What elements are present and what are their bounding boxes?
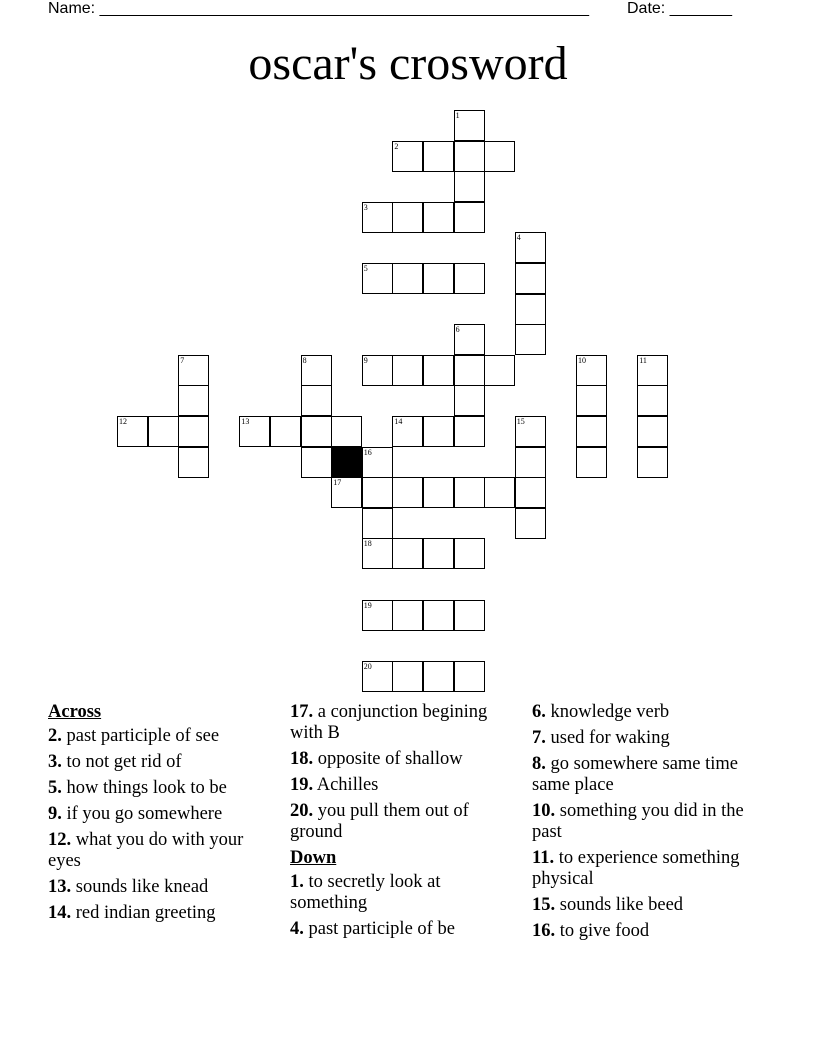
crossword-cell[interactable]: [423, 661, 454, 692]
clue-number: 2.: [48, 726, 62, 746]
clue-text: a conjunction begining with B: [290, 702, 488, 743]
clue-item: [48, 877, 273, 898]
clue-item: [290, 801, 515, 843]
clue-number: 20.: [290, 801, 314, 821]
crossword-cell[interactable]: [362, 263, 393, 294]
clue-text: past participle of be: [308, 919, 455, 939]
date-field-label: Date: _______: [627, 0, 732, 17]
clue-text: knowledge verb: [550, 702, 670, 722]
crossword-cell[interactable]: [362, 600, 393, 631]
clue-item: [532, 848, 772, 890]
crossword-cell[interactable]: [392, 263, 423, 294]
crossword-cell[interactable]: [392, 416, 423, 447]
clue-text: if you go somewhere: [66, 804, 223, 824]
clue-number: 19.: [290, 775, 314, 795]
clue-number: 14.: [48, 903, 72, 923]
crossword-cell[interactable]: [454, 477, 485, 508]
clue-text: sounds like knead: [75, 877, 209, 897]
crossword-cell[interactable]: [331, 477, 362, 508]
clue-number: 10.: [532, 801, 556, 821]
clue-number: 15.: [532, 895, 556, 915]
cell-number: 13: [241, 417, 250, 426]
clue-item: [532, 728, 772, 749]
clue-text: opposite of shallow: [317, 749, 463, 769]
clue-item: [48, 726, 273, 747]
down-heading: Down: [290, 848, 337, 868]
clue-text: used for waking: [550, 728, 670, 748]
cell-number: 2: [394, 141, 399, 151]
clue-text: something you did in the past: [532, 801, 744, 842]
clue-item: [48, 804, 273, 825]
crossword-cell[interactable]: [178, 355, 209, 386]
crossword-cell[interactable]: [454, 202, 485, 233]
crossword-cell[interactable]: [362, 355, 393, 386]
crossword-cell[interactable]: [515, 294, 546, 325]
crossword-cell[interactable]: [392, 661, 423, 692]
clue-text: past participle of see: [66, 726, 220, 746]
clue-number: 4.: [290, 919, 304, 939]
cell-number: 17: [333, 478, 342, 488]
crossword-cell[interactable]: [637, 416, 668, 447]
clue-text: what you do with your eyes: [48, 830, 244, 871]
crossword-cell[interactable]: [484, 477, 515, 508]
crossword-cell[interactable]: [423, 538, 454, 569]
clues-column-3: [532, 702, 772, 947]
clue-number: 5.: [48, 778, 62, 798]
clue-item: [532, 895, 772, 916]
crossword-cell[interactable]: [454, 141, 485, 172]
crossword-cell[interactable]: [454, 416, 485, 447]
clue-item: [290, 775, 515, 796]
crossword-cell[interactable]: [301, 385, 332, 416]
crossword-cell[interactable]: [454, 324, 485, 355]
cell-number: 5: [363, 264, 368, 273]
clue-item: [532, 754, 772, 796]
crossword-cell[interactable]: [515, 324, 546, 355]
crossword-cell[interactable]: [362, 661, 393, 692]
crossword-cell[interactable]: [270, 416, 301, 447]
clue-item: [532, 921, 772, 942]
crossword-cell[interactable]: [392, 141, 423, 172]
clue-item: [48, 778, 273, 799]
clue-item: [290, 872, 515, 914]
clue-number: 16.: [532, 921, 556, 941]
clue-number: 11.: [532, 848, 555, 868]
crossword-cell[interactable]: [423, 141, 454, 172]
clue-number: 8.: [532, 754, 546, 774]
crossword-cell[interactable]: [484, 141, 515, 172]
clue-number: 17.: [290, 702, 314, 722]
cell-number: 10: [578, 355, 586, 365]
across-clue-list: [48, 726, 273, 924]
crossword-cell[interactable]: [576, 385, 607, 416]
crossword-cell[interactable]: [637, 447, 668, 478]
crossword-cell[interactable]: [148, 416, 179, 447]
clue-item: [290, 749, 515, 770]
clue-number: 1.: [290, 872, 304, 892]
crossword-cell[interactable]: [301, 447, 332, 478]
crossword-cell[interactable]: [454, 263, 485, 294]
across-heading: Across: [48, 702, 102, 722]
crossword-cell[interactable]: [515, 232, 546, 263]
cell-number: 19: [363, 600, 372, 610]
cell-number: 7: [180, 355, 185, 365]
crossword-cell[interactable]: [576, 355, 607, 386]
clue-text: go somewhere same time same place: [532, 754, 739, 795]
crossword-cell[interactable]: [392, 600, 423, 631]
clue-item: [48, 830, 273, 872]
crossword-cell[interactable]: [423, 263, 454, 294]
cell-number: 14: [394, 417, 403, 426]
crossword-cell[interactable]: [178, 416, 209, 447]
clue-item: [290, 919, 515, 940]
crossword-cell[interactable]: [637, 385, 668, 416]
clue-number: 13.: [48, 877, 72, 897]
clue-text: sounds like beed: [559, 895, 684, 915]
crossword-cell[interactable]: [637, 355, 668, 386]
cell-number: 4: [516, 233, 521, 243]
crossword-cell[interactable]: [423, 600, 454, 631]
cell-number: 18: [363, 539, 372, 549]
clue-number: 7.: [532, 728, 546, 748]
crossword-cell[interactable]: [331, 416, 362, 447]
cell-number: 8: [302, 355, 307, 365]
clues-column-1: [48, 702, 273, 929]
cell-number: 15: [516, 417, 525, 426]
crossword-cell[interactable]: [454, 385, 485, 416]
crossword-cell[interactable]: [178, 447, 209, 478]
crossword-cell[interactable]: [392, 538, 423, 569]
crossword-cell[interactable]: [392, 477, 423, 508]
crossword-cell[interactable]: [178, 385, 209, 416]
crossword-cell[interactable]: [117, 416, 148, 447]
crossword-cell[interactable]: [392, 202, 423, 233]
clue-item: [48, 752, 273, 773]
crossword-cell[interactable]: [362, 447, 393, 478]
crossword-cell[interactable]: [423, 477, 454, 508]
cell-number: 6: [455, 325, 460, 335]
crossword-cell[interactable]: [515, 447, 546, 478]
crossword-cell[interactable]: [576, 447, 607, 478]
crossword-cell[interactable]: [515, 477, 546, 508]
crossword-cell[interactable]: [454, 171, 485, 202]
crossword-cell[interactable]: [454, 110, 485, 141]
crossword-cell[interactable]: [454, 355, 485, 386]
clue-item: [532, 801, 772, 843]
clue-number: 3.: [48, 752, 62, 772]
crossword-cell[interactable]: [454, 661, 485, 692]
crossword-cell[interactable]: [301, 416, 332, 447]
crossword-cell[interactable]: [454, 538, 485, 569]
cell-number: 3: [363, 202, 368, 212]
crossword-cell[interactable]: [392, 355, 423, 386]
down-clue-list-continued: [532, 702, 772, 942]
crossword-cell[interactable]: [423, 202, 454, 233]
crossword-cell[interactable]: [301, 355, 332, 386]
clue-number: 6.: [532, 702, 546, 722]
clue-number: 12.: [48, 830, 72, 850]
clue-number: 9.: [48, 804, 62, 824]
down-clue-list: [290, 872, 515, 940]
clues-column-2: [290, 702, 515, 945]
clue-text: how things look to be: [66, 778, 227, 798]
crossword-cell[interactable]: [362, 508, 393, 539]
crossword-cell[interactable]: [576, 416, 607, 447]
crossword-cell[interactable]: [484, 355, 515, 386]
clue-item: [532, 702, 772, 723]
cell-number: 16: [363, 447, 372, 457]
clue-item: [290, 702, 515, 744]
crossword-cell[interactable]: [423, 416, 454, 447]
crossword-cell[interactable]: [515, 508, 546, 539]
clue-text: Achilles: [316, 775, 379, 795]
crossword-cell[interactable]: [362, 477, 393, 508]
clue-number: 18.: [290, 749, 314, 769]
crossword-cell[interactable]: [454, 600, 485, 631]
crossword-cell[interactable]: [239, 416, 270, 447]
crossword-cell[interactable]: [515, 263, 546, 294]
cell-number: 20: [363, 661, 372, 671]
black-square: [331, 447, 362, 478]
cell-number: 12: [119, 417, 127, 426]
cell-number: 9: [363, 355, 368, 365]
clue-text: to experience something physical: [532, 848, 740, 889]
crossword-cell[interactable]: [515, 416, 546, 447]
clue-text: to not get rid of: [66, 752, 182, 772]
clue-text: red indian greeting: [75, 903, 216, 923]
clue-item: [48, 903, 273, 924]
name-field-label: Name: _______________________________________________________: [48, 0, 589, 17]
clue-text: you pull them out of ground: [290, 801, 469, 842]
cell-number: 1: [455, 111, 460, 120]
across-clue-list-continued: [290, 702, 515, 843]
cell-number: 11: [639, 355, 647, 365]
clue-text: to secretly look at something: [290, 872, 441, 913]
crossword-cell[interactable]: [362, 202, 393, 233]
puzzle-title: oscar's crosword: [248, 37, 568, 90]
clue-text: to give food: [559, 921, 650, 941]
crossword-cell[interactable]: [423, 355, 454, 386]
crossword-cell[interactable]: [362, 538, 393, 569]
